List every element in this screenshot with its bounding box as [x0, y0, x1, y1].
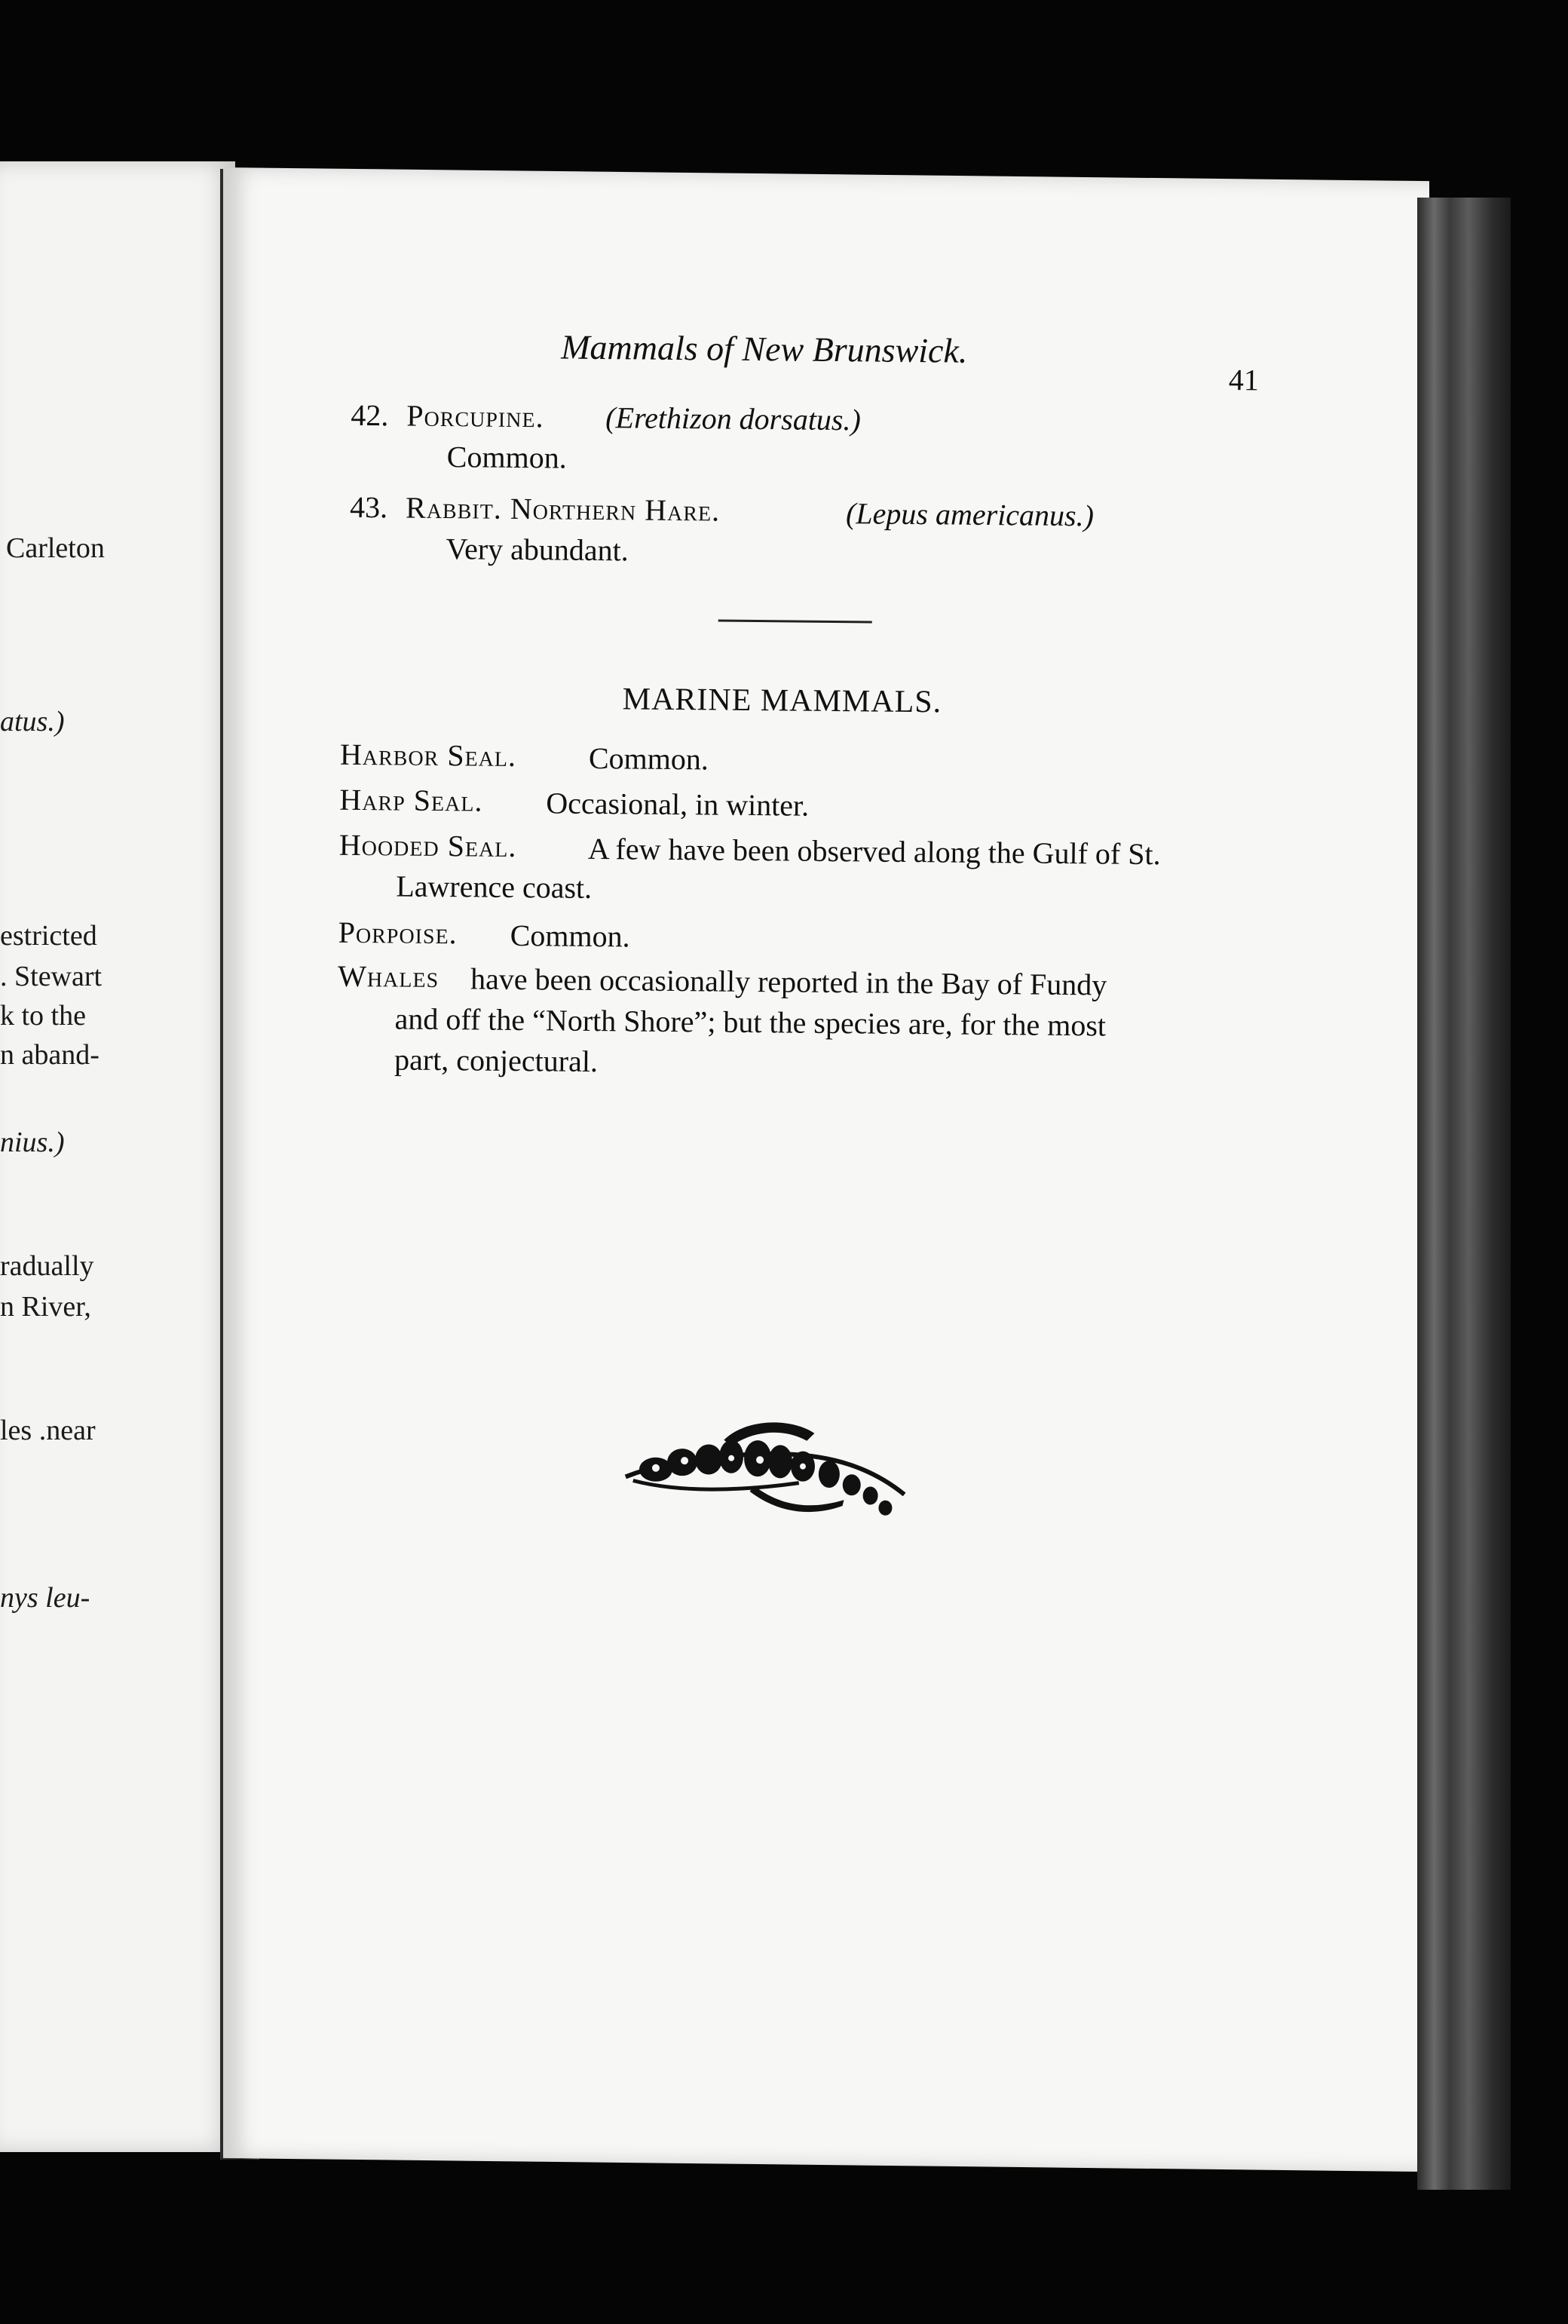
left-page-fragment: radually	[0, 1250, 94, 1282]
marine-species-note-continued: part, conjectural.	[394, 1042, 599, 1079]
marine-species-note: Common.	[510, 918, 630, 954]
marine-species-note: have been occasionally reported in the Bay of Fundy	[470, 961, 1107, 1002]
left-page-fragment: n aband-	[0, 1039, 100, 1071]
species-name: Porcupine.	[406, 398, 544, 434]
marine-species-name: Whales	[337, 958, 439, 995]
marine-species-name: Harp Seal.	[339, 782, 483, 818]
marine-species-name: Porpoise.	[338, 915, 458, 951]
marine-species-note: A few have been observed along the Gulf of St.	[587, 831, 1161, 872]
section-divider-rule	[718, 620, 872, 624]
left-page-fragment: estricted	[0, 920, 97, 952]
marine-species-note-continued: and off the “North Shore”; but the species are, for the most	[394, 1001, 1107, 1043]
left-page-fragment: . Stewart	[0, 961, 103, 992]
marine-species-name: Hooded Seal.	[338, 827, 517, 863]
marine-species-name: Harbor Seal.	[339, 737, 517, 773]
entry-note: Common.	[446, 440, 567, 475]
left-page-fragment: atus.)	[0, 706, 65, 737]
left-page-fragment: k to the	[0, 1000, 86, 1032]
left-page-fragment: nius.)	[0, 1127, 65, 1158]
left-page-fragment: n River,	[0, 1291, 91, 1323]
species-name: Rabbit. Northern Hare.	[405, 490, 721, 528]
left-page-fragment: les .near	[0, 1415, 96, 1446]
left-page-fragment: nys leu-	[0, 1582, 90, 1614]
running-head: Mammals of New Brunswick.	[560, 327, 968, 370]
entry-number: 43.	[349, 489, 388, 525]
page-number: 41	[1228, 363, 1260, 397]
section-title: MARINE MAMMALS.	[622, 682, 942, 720]
marine-species-note-continued: Lawrence coast.	[396, 869, 593, 905]
marine-species-note: Occasional, in winter.	[546, 786, 810, 823]
scientific-name: (Lepus americanus.)	[845, 496, 1095, 533]
entry-note: Very abundant.	[446, 532, 629, 568]
scientific-name: (Erethizon dorsatus.)	[605, 400, 862, 437]
marine-species-note: Common.	[588, 740, 709, 777]
left-page-fragment: Carleton	[6, 532, 105, 564]
entry-number: 42.	[351, 397, 389, 433]
floral-spray-ornament-icon	[617, 1409, 920, 1532]
